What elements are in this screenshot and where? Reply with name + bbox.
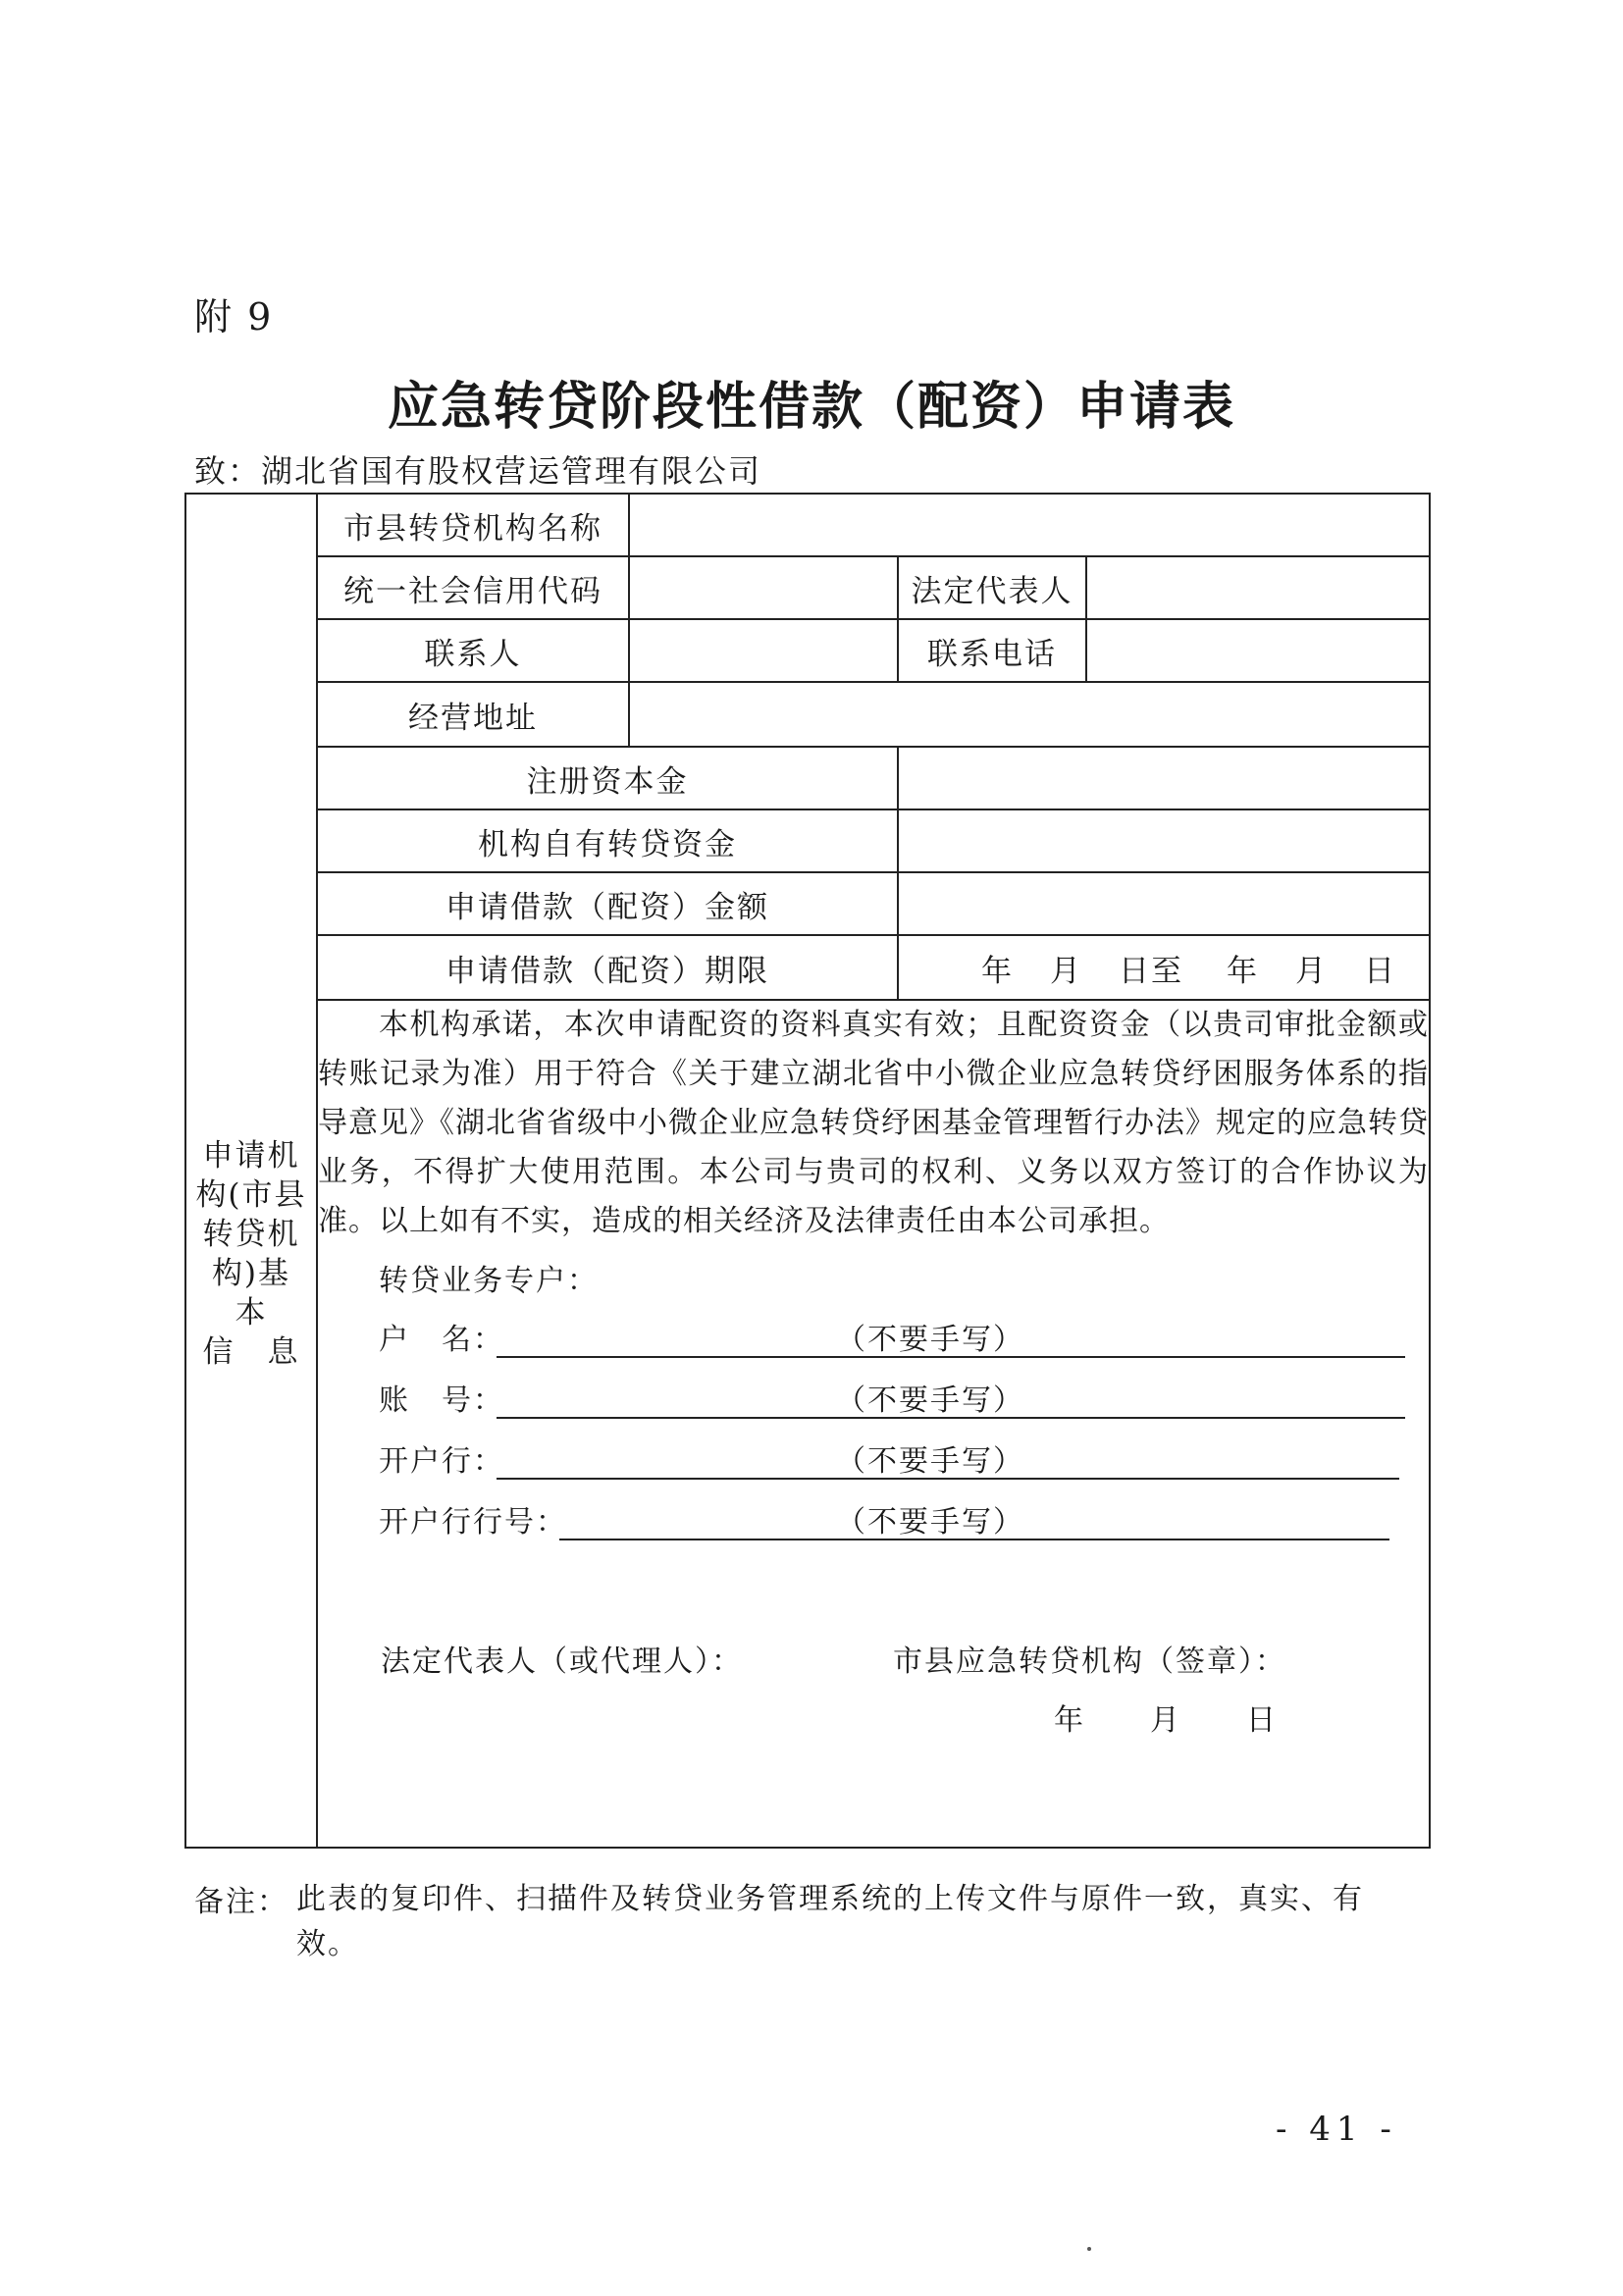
bank-code-label: 开户行行号： — [379, 1505, 567, 1539]
legal-rep-label: 法定代表人 — [898, 556, 1086, 619]
bank-row — [379, 1427, 1429, 1487]
remark-text: 此表的复印件、扫描件及转贷业务管理系统的上传文件与原件一致，真实、有效。 — [296, 1882, 1364, 1961]
own-funds-label: 机构自有转贷资金 — [317, 809, 898, 872]
account-number-label: 账 号： — [379, 1383, 504, 1418]
period-month-2: 月 — [1295, 953, 1329, 989]
credit-code-label: 统一社会信用代码 — [317, 556, 629, 619]
side-label — [185, 494, 317, 1848]
address-label: 经营地址 — [317, 682, 629, 747]
own-funds-field[interactable] — [898, 809, 1430, 872]
commitment-text: 本机构承诺，本次申请配资的资料真实有效；且配资资金（以贵司审批金额或转账记录为准）用于符合《关于建立湖北省中小微企业应急转贷纾困服务体系的指导意见》《湖北省省级中小微企业应急转贷纾困基金管理暂行办法》规定的应急转贷业务，不得扩大使用范围。本公司与贵司的权利、义务以双方签订的合作协议为准。以上如有不实，造成的相关经济及法律责任由本公司承担。 — [318, 1008, 1430, 1238]
org-name-label: 市县转贷机构名称 — [317, 494, 629, 556]
form-title: 应急转贷阶段性借款（配资）申请表 — [387, 377, 1235, 437]
loan-period-label: 申请借款（配资）期限 — [317, 935, 898, 1000]
side-label-line: 本 — [235, 1295, 268, 1331]
period-year-1: 年 — [981, 953, 1015, 989]
sign-date-month: 月 — [1150, 1703, 1181, 1738]
side-label-line: 申请机 — [202, 1138, 300, 1174]
signature-area — [318, 1548, 1429, 1745]
commitment-section — [317, 1000, 1430, 1848]
account-heading: 转贷业务专户： — [379, 1264, 599, 1298]
contact-phone-field[interactable] — [1086, 619, 1430, 682]
account-number-hint: （不要手写） — [836, 1383, 1024, 1418]
appendix-label: 附 9 — [194, 295, 274, 339]
side-label-line: 转贷机 — [202, 1217, 300, 1252]
period-day-to: 日至 — [1119, 953, 1184, 989]
sign-date-year: 年 — [1054, 1703, 1085, 1738]
scan-speck — [1087, 2247, 1091, 2251]
period-year-2: 年 — [1227, 953, 1260, 989]
application-form-table — [184, 493, 1431, 1849]
recipient-line: 致：湖北省国有股权营运管理有限公司 — [194, 452, 762, 490]
loan-period-field[interactable] — [898, 935, 1430, 1000]
institution-seal-label: 市县应急转贷机构（签章）： — [893, 1644, 1286, 1679]
loan-amount-field[interactable] — [898, 872, 1430, 935]
account-name-row — [379, 1305, 1429, 1366]
address-field[interactable] — [629, 682, 1430, 747]
sign-date-day: 日 — [1246, 1703, 1278, 1738]
loan-amount-label: 申请借款（配资）金额 — [317, 872, 898, 935]
account-number-row — [379, 1366, 1429, 1427]
org-name-field[interactable] — [629, 494, 1430, 556]
contact-field[interactable] — [629, 619, 898, 682]
period-day-2: 日 — [1364, 953, 1397, 989]
page-number: - 41 - — [1276, 2110, 1397, 2149]
contact-label: 联系人 — [317, 619, 629, 682]
side-label-line: 信 息 — [202, 1334, 300, 1370]
bank-code-hint: （不要手写） — [836, 1505, 1024, 1539]
contact-phone-label: 联系电话 — [898, 619, 1086, 682]
reg-capital-label: 注册资本金 — [317, 747, 898, 809]
side-label-line: 构(市县 — [195, 1177, 307, 1213]
legal-rep-signature-label: 法定代表人（或代理人）： — [381, 1644, 743, 1679]
legal-rep-field[interactable] — [1086, 556, 1430, 619]
account-name-label: 户 名： — [379, 1323, 504, 1357]
reg-capital-field[interactable] — [898, 747, 1430, 809]
bank-hint: （不要手写） — [836, 1444, 1024, 1479]
bank-label: 开户行： — [379, 1444, 504, 1479]
account-name-hint: （不要手写） — [836, 1323, 1024, 1357]
period-month-1: 月 — [1050, 953, 1083, 989]
side-label-line: 构)基 — [211, 1256, 291, 1291]
remark-label: 备注： — [194, 1885, 288, 1919]
credit-code-field[interactable] — [629, 556, 898, 619]
bank-code-row — [379, 1487, 1429, 1548]
